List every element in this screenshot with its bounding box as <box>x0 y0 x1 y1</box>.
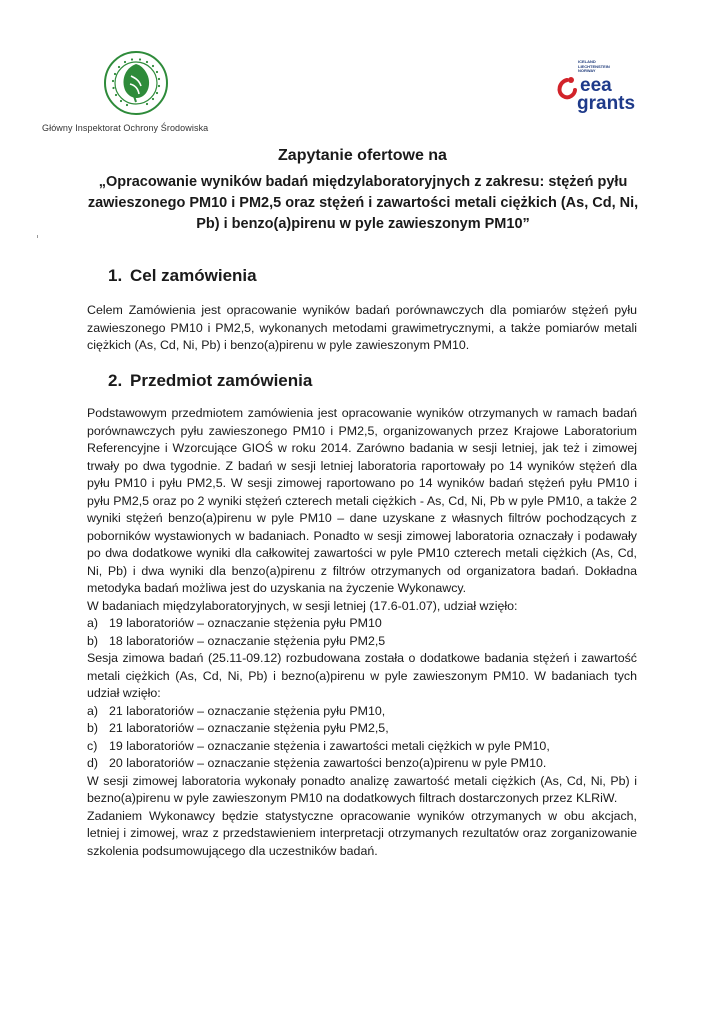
paragraph: Podstawowym przedmiotem zamówienia jest opracowanie wyników otrzymanych w ramach badań porównawczych pyłu zawieszonego PM10 i PM2,5, organizowanych przez Krajowe Laboratorium Referencyjne i Wzorcujące GIOŚ w roku 2014. Zarówno badania w sesji letniej, jak też i zimowej trwały po dwa tygodnie. Z badań w sesji letniej laboratoria raportowały po 14 wyników stężeń dla pyłu PM10 i pyłu PM2,5. W sesji zimowej raportowano po 14 wyników badań stężeń pyłu PM10 i pyłu PM2,5 oraz po 2 wyniki stężeń czterech metali ciężkich - As, Cd, Ni, Pb w pyle PM10, a także 2 wyniki stężeń benzo(a)pirenu w pyle PM10 – dane uzyskane z własnych filtrów pochodzących z poborników wystawionych w badaniach. Ponadto w sesji zimowej laboratoria oznaczały i podawały po dwa dodatkowe wyniki dla całkowitej zawartości w pyle PM10 czterech metali ciężkich (As, Cd, Ni, Pb) i dwa wyniki dla benzo(a)pirenu z filtrów otrzymanych od organizatora badań. Dokładna metodyka badań możliwa jest do uzyskania na życzenie Wykonawcy. <box>87 406 637 595</box>
page-title: Zapytanie ofertowe na <box>278 147 447 164</box>
section-1-text: Celem Zamówienia jest opracowanie wyników badań porównawczych dla pomiarów stężeń pyłu zawieszonego PM10 i PM2,5, wykonanych metodami grawimetrycznymi, a także pomiarów metali ciężkich (As, Cd, Ni, Pb) i benzo(a)pirenu w pyle zawieszonym PM10. <box>87 303 637 352</box>
paragraph: Sesja zimowa badań (25.11-09.12) rozbudowana została o dodatkowe badania stężeń i zawartość metali ciężkich (As, Cd, Ni, Pb) i bezno(a)pirenu w pyle zawieszonym PM10. W badaniach tych udział wzięło: <box>87 651 637 700</box>
margin-mark <box>37 235 38 238</box>
winter-session-list <box>87 703 637 773</box>
section-1-heading: 1. Cel zamówienia <box>108 266 257 285</box>
page-subtitle: „Opracowanie wyników badań międzylaboratoryjnych z zakresu: stężeń pyłu zawieszonego PM10 i PM2,5 oraz stężeń i zawartości metali ciężkich (As, Cd, Ni, Pb) i benzo(a)pirenu w pyle zawieszonym PM10” <box>87 174 639 232</box>
list-item: a) 19 laboratoriów – oznaczanie stężenia pyłu PM10 <box>87 616 382 630</box>
grants-word: grants <box>577 93 636 114</box>
paragraph: Zadaniem Wykonawcy będzie statystyczne opracowanie wyników otrzymanych w obu akcjach, letniej i zimowej, wraz z przedstawieniem interpretacji otrzymanych rezultatów oraz zorganizowanie szkolenia podsumowującego dla uczestników badań. <box>87 808 637 858</box>
gios-logo <box>103 50 169 116</box>
section-2-heading: 2. Przedmiot zamówienia <box>108 371 313 390</box>
list-item: c) 19 laboratoriów – oznaczanie stężenia i zawartości metali ciężkich w pyle PM10, <box>87 738 550 753</box>
paragraph: W badaniach międzylaboratoryjnych, w sesji letniej (17.6-01.07), udział wzięło: <box>87 598 518 613</box>
eea-donor-countries: ICELAND LIECHTENSTEIN NORWAY <box>578 59 610 73</box>
list-item: b) 18 laboratoriów – oznaczanie stężenia pyłu PM2,5 <box>87 633 386 648</box>
paragraph: W sesji zimowej laboratoria wykonały ponadto analizę zawartość metali ciężkich (As, Cd, Ni, Pb) i bezno(a)pirenu w pyle zawieszonym PM10 na dodatkowych filtrach dostarczonych przez KLRiW. <box>87 773 637 805</box>
eea-word: eea <box>580 75 612 96</box>
list-item: a) 21 laboratoriów – oznaczanie stężenia pyłu PM10, <box>87 703 386 718</box>
summer-session-list <box>87 615 637 650</box>
section-2-body <box>87 405 637 860</box>
org-name: Główny Inspektorat Ochrony Środowiska <box>42 123 209 133</box>
list-item: d) 20 laboratoriów – oznaczanie stężenia zawartości benzo(a)pirenu w pyle PM10. <box>87 756 547 770</box>
list-item: b) 21 laboratoriów – oznaczanie stężenia pyłu PM2,5, <box>87 721 389 735</box>
